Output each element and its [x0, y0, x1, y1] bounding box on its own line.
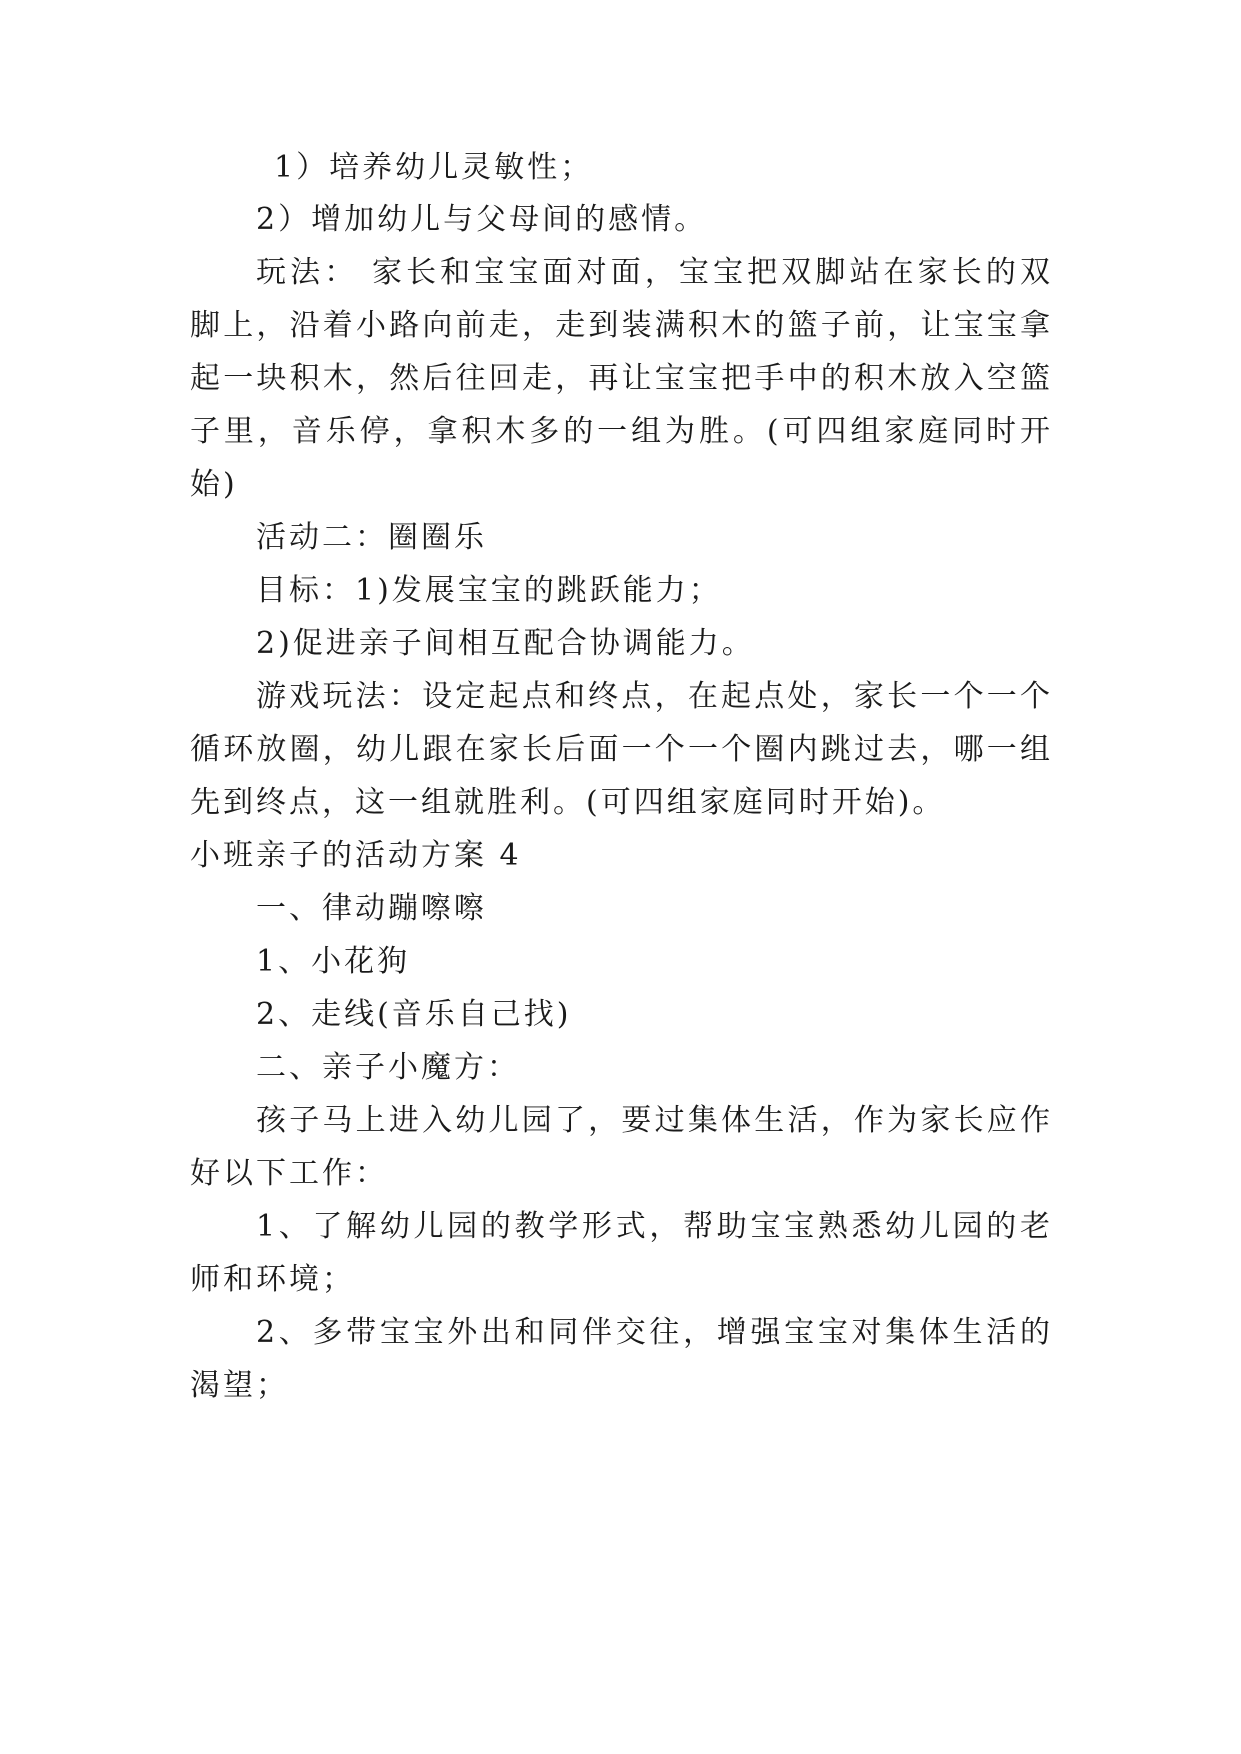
- guidance-item-1-line-2: 师和环境；: [190, 1262, 355, 1297]
- guidance-item-2-line-2: 渴望；: [190, 1368, 289, 1403]
- rules-paragraph-line-2: 脚上，沿着小路向前走，走到装满积木的篮子前，让宝宝拿: [190, 308, 1050, 343]
- activity-two-goal-1: 目标：1)发展宝宝的跳跃能力；: [256, 573, 722, 608]
- guidance-item-1-line-1: 1、了解幼儿园的教学形式，帮助宝宝熟悉幼儿园的老: [256, 1209, 1050, 1244]
- section-item-4: 二、亲子小魔方：: [256, 1050, 520, 1085]
- parent-guidance-line-2: 好以下工作：: [190, 1156, 388, 1191]
- section-heading: 小班亲子的活动方案 4: [190, 838, 522, 873]
- rules-paragraph-line-5: 始): [190, 467, 238, 502]
- rules-paragraph-line-1: 玩法： 家长和宝宝面对面，宝宝把双脚站在家长的双: [256, 255, 1050, 290]
- rules-paragraph-line-3: 起一块积木，然后往回走，再让宝宝把手中的积木放入空篮: [190, 361, 1050, 396]
- game-rules-line-1: 游戏玩法：设定起点和终点，在起点处，家长一个一个: [256, 679, 1050, 714]
- parent-guidance-line-1: 孩子马上进入幼儿园了，要过集体生活，作为家长应作: [256, 1103, 1050, 1138]
- game-rules-line-3: 先到终点，这一组就胜利。(可四组家庭同时开始)。: [190, 785, 946, 820]
- activity-two-title: 活动二：圈圈乐: [256, 520, 487, 555]
- section-item-3: 2、走线(音乐自己找): [256, 997, 572, 1032]
- section-item-2: 1、小花狗: [256, 944, 411, 979]
- guidance-item-2-line-1: 2、多带宝宝外出和同伴交往，增强宝宝对集体生活的: [256, 1315, 1050, 1350]
- objective-line-1: 1）培养幼儿灵敏性；: [274, 150, 594, 185]
- activity-two-goal-2: 2)促进亲子间相互配合协调能力。: [256, 626, 755, 661]
- objective-line-2: 2）增加幼儿与父母间的感情。: [256, 202, 708, 237]
- section-item-1: 一、律动蹦嚓嚓: [256, 891, 487, 926]
- game-rules-line-2: 循环放圈，幼儿跟在家长后面一个一个圈内跳过去，哪一组: [190, 732, 1050, 767]
- rules-paragraph-line-4: 子里，音乐停，拿积木多的一组为胜。(可四组家庭同时开: [190, 414, 1050, 449]
